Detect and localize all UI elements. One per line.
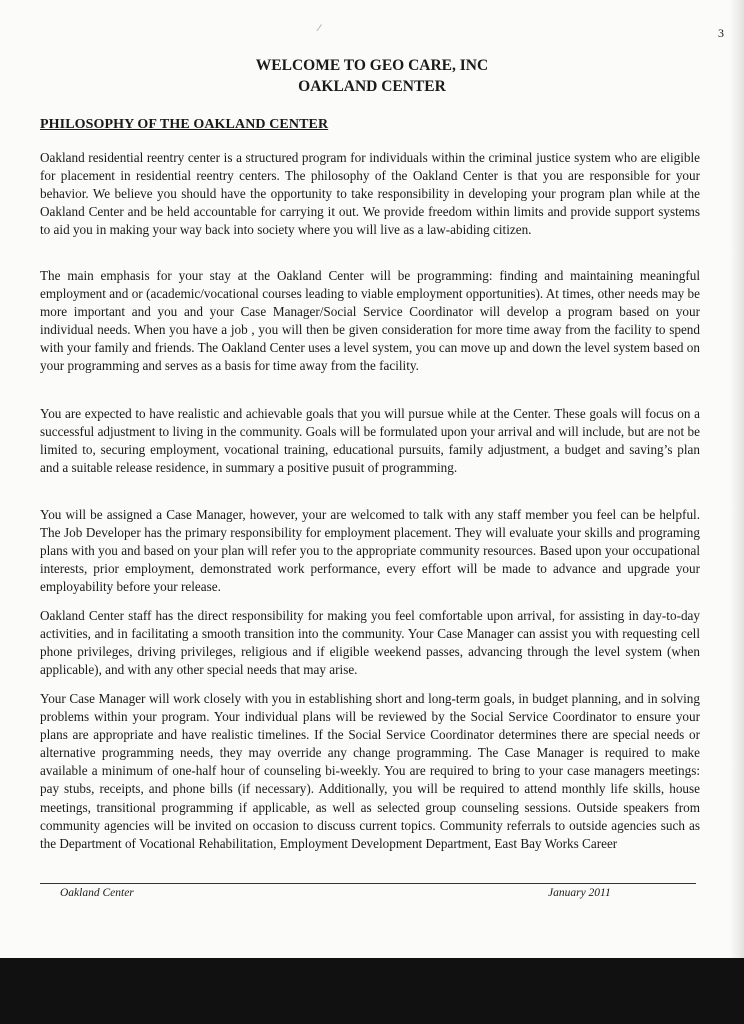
footer-left-text: Oakland Center — [60, 887, 134, 899]
paragraph-4: You will be assigned a Case Manager, however, your are welcomed to talk with any staff member you feel can be helpful. The Job Developer has the primary responsibility for employment placement. They will evaluate your skills and programing plans with you and based on your plan will refer you to the appropriate community resources. Based upon your occupational interests, prior employment, demonstrated work performance, every effort will be made to advance and upgrade your employability before your release. — [40, 507, 700, 595]
paragraph-2: The main emphasis for your stay at the Oakland Center will be programming: finding and maintaining meaningful employment and or (academic/vocational courses leading to viable employment opportunities). At times, other needs may be more important and you and your Case Manager/Social Service Coordinator will develop a program based on your individual needs. When you have a job , you will then be given consideration for more time away from the facility to spend with your family and friends. The Oakland Center uses a level system, you can move up and down the level system based on your programming and serves as a basis for time away from the facility. — [40, 268, 700, 374]
document-title — [0, 55, 744, 97]
page-edge-shadow — [730, 0, 744, 958]
scan-mark — [317, 24, 329, 36]
footer-date: January 2011 — [548, 887, 611, 899]
section-heading: PHILOSOPHY OF THE OAKLAND CENTER — [40, 117, 329, 132]
paragraph-3: You are expected to have realistic and achievable goals that you will pursue while at the Center. These goals will focus on a successful adjustment to living in the community. Goals will be formulated upon your arrival and will include, but are not be limited to, securing employment, vocational training, educational pursuits, family adjustment, a budget and saving’s plan and a suitable release residence, in summary a positive pusuit of programming. — [40, 406, 700, 476]
title-line-1: WELCOME TO GEO CARE, INC — [255, 57, 489, 74]
paragraph-6: Your Case Manager will work closely with you in establishing short and long-term goals, in budget planning, and in solving problems within your program. Your individual plans will be reviewed by the Social Service Coordinator to ensure your plans are appropriate and have realistic timelines. If the Social Service Coordinator determines there are special needs or alternative programming needs, they may override any change programming. The Case Manager is required to make available a minimum of one-half hour of counseling bi-weekly. You are required to bring to your case managers meetings: pay stubs, receipts, and phone bills (if necessary). Additionally, you will be required to attend monthly life skills, house meetings, transitional programming if applicable, as well as selected group counseling sessions. Outside speakers from community agencies will be invited on occasion to discuss current topics. Community referrals to outside agencies such as the Department of Vocational Rehabilitation, Employment Development Department, East Bay Works Career — [40, 691, 700, 851]
footer-divider — [40, 883, 696, 884]
paragraph-1: Oakland residential reentry center is a structured program for individuals within the criminal justice system who are eligible for placement in residential reentry centers. The philosophy of the Oakland Center is that you are responsible for your behavior. We believe you should have the opportunity to take responsibility in developing your program plan while at the Oakland Center and be held accountable for carrying it out. We provide freedom within limits and provide support systems to aid you in making your way back into society where you will live as a law-abiding citizen. — [40, 150, 700, 238]
title-line-2: OAKLAND CENTER — [298, 78, 446, 95]
page-number: 3 — [718, 26, 724, 40]
paragraph-5: Oakland Center staff has the direct responsibility for making you feel comfortable upon arrival, for assisting in day-to-day activities, and in facilitating a smooth transition into the community. Your Case Manager can assist you with requesting cell phone privileges, driving privileges, religious and if eligible weekend passes, advancing through the level system (when applicable), and with any other special needs that may arise. — [40, 608, 700, 678]
